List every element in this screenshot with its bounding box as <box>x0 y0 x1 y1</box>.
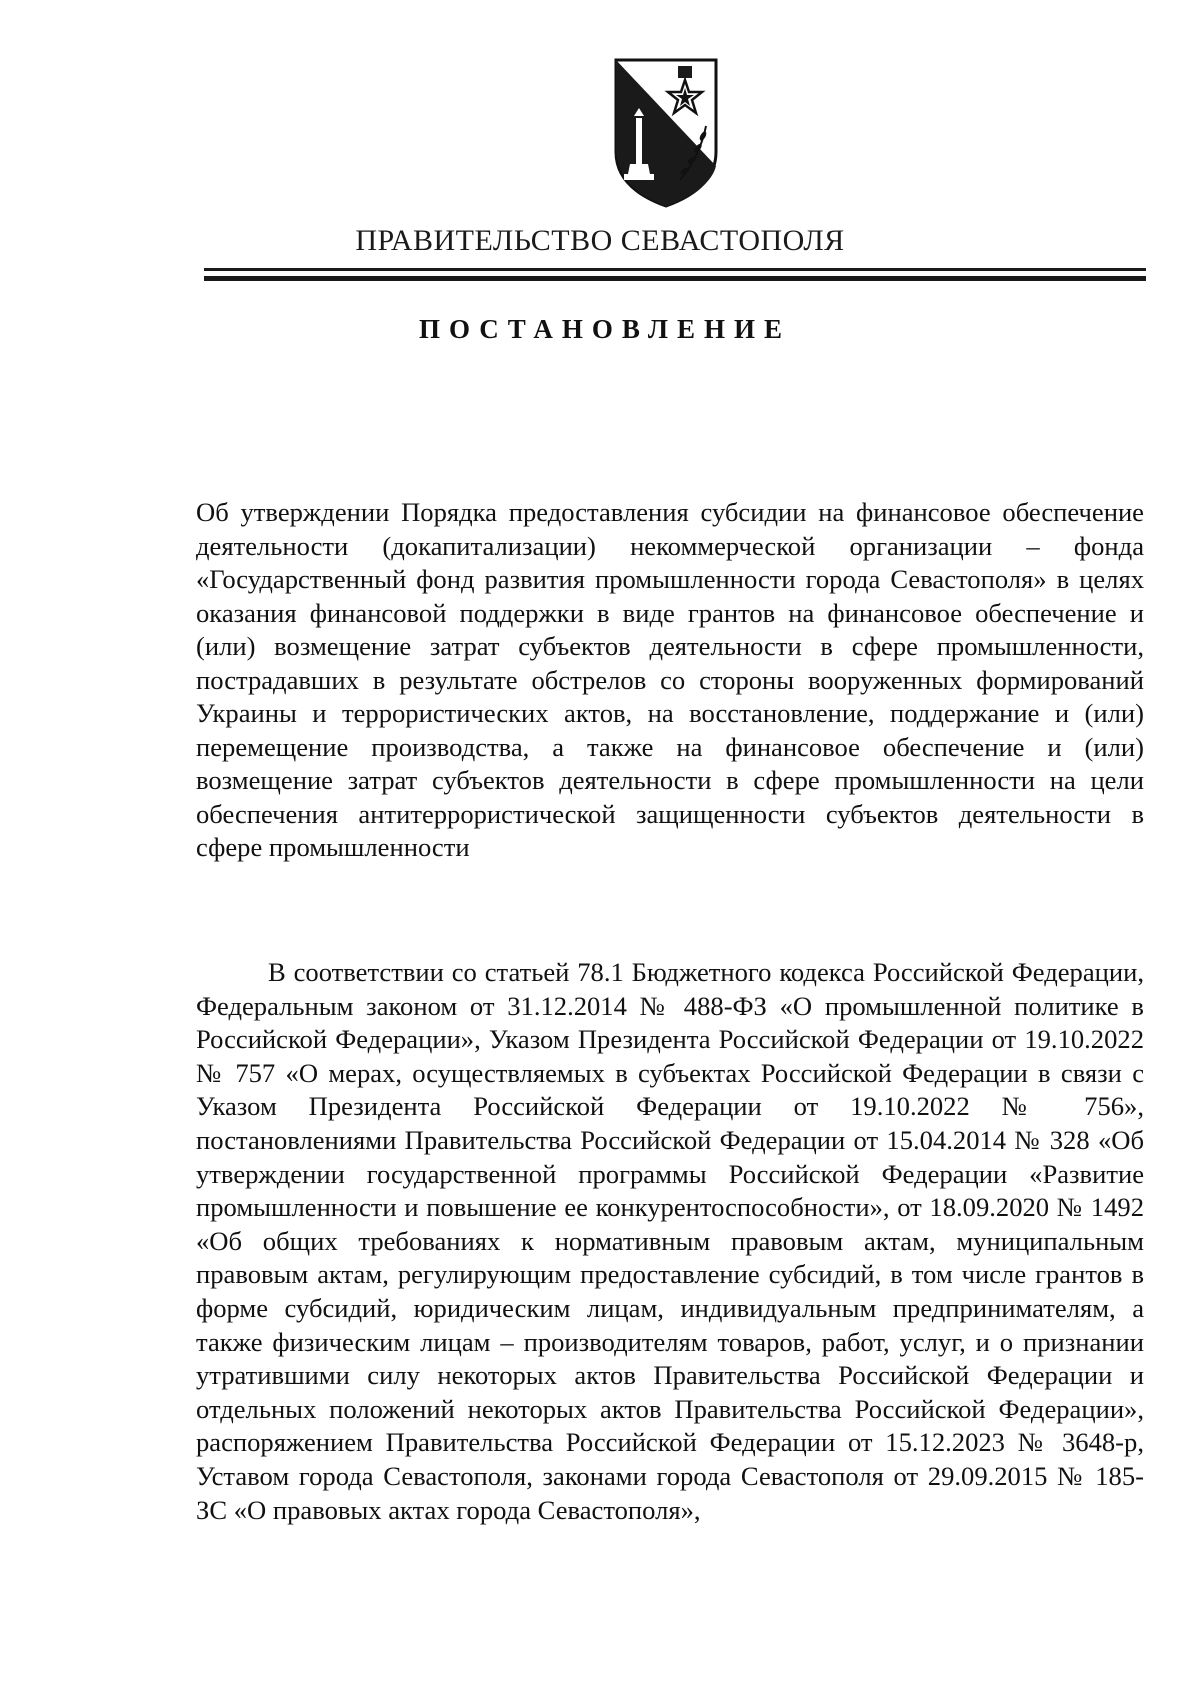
header-divider-thick <box>204 276 1146 281</box>
body-paragraph: В соответствии со статьей 78.1 Бюджетного кодекса Российской Федерации, Федеральным законом от 31.12.2014 № 488-ФЗ «О промышленной политике в Российской Федерации», Указом Президента Российской Федерации от 19.10.2022 № 757 «О мерах, осуществляемых в субъектах Российской Федерации в связи с Указом Президента Российской Федерации от 19.10.2022 № 756», постановлениями Правительства Российской Федерации от 15.04.2014 № 328 «Об утверждении государственной программы Российской Федерации «Развитие промышленности и повышение ее конкурентоспособности», от 18.09.2020 № 1492 «Об общих требованиях к нормативным правовым актам, муниципальным правовым актам, регулирующим предоставление субсидий, в том числе грантов в форме субсидий, юридическим лицам, индивидуальным предпринимателям, а также физическим лицам – производителям товаров, работ, услуг, и о признании утратившими силу некоторых актов Правительства Российской Федерации и отдельных положений некоторых актов Правительства Российской Федерации», распоряжением Правительства Российской Федерации от 15.12.2023 № 3648-р, Уставом города Севастополя, законами города Севастополя от 29.09.2015 № 185-ЗС «О правовых актах города Севастополя», <box>196 957 1144 1525</box>
coat-of-arms-icon <box>610 56 722 208</box>
document-subject: Об утверждении Порядка предоставления субсидии на финансовое обеспечение деятельности (докапитализации) некоммерческой организации – фонда «Государственный фонд развития промышленности города Севастополя» в целях оказания финансовой поддержки в виде грантов на финансовое обеспечение и (или) возмещение затрат субъектов деятельности в сфере промышленности, пострадавших в результате обстрелов со стороны вооруженных формирований Украины и террористических актов, на восстановление, поддержание и (или) перемещение производства, а также на финансовое обеспечение и (или) возмещение затрат субъектов деятельности в сфере промышленности на цели обеспечения антитеррористической защищенности субъектов деятельности в сфере промышленности <box>196 497 1144 862</box>
document-type-title: ПОСТАНОВЛЕНИЕ <box>418 314 792 344</box>
organization-name: ПРАВИТЕЛЬСТВО СЕВАСТОПОЛЯ <box>355 224 845 257</box>
header-divider-thin <box>204 268 1146 271</box>
